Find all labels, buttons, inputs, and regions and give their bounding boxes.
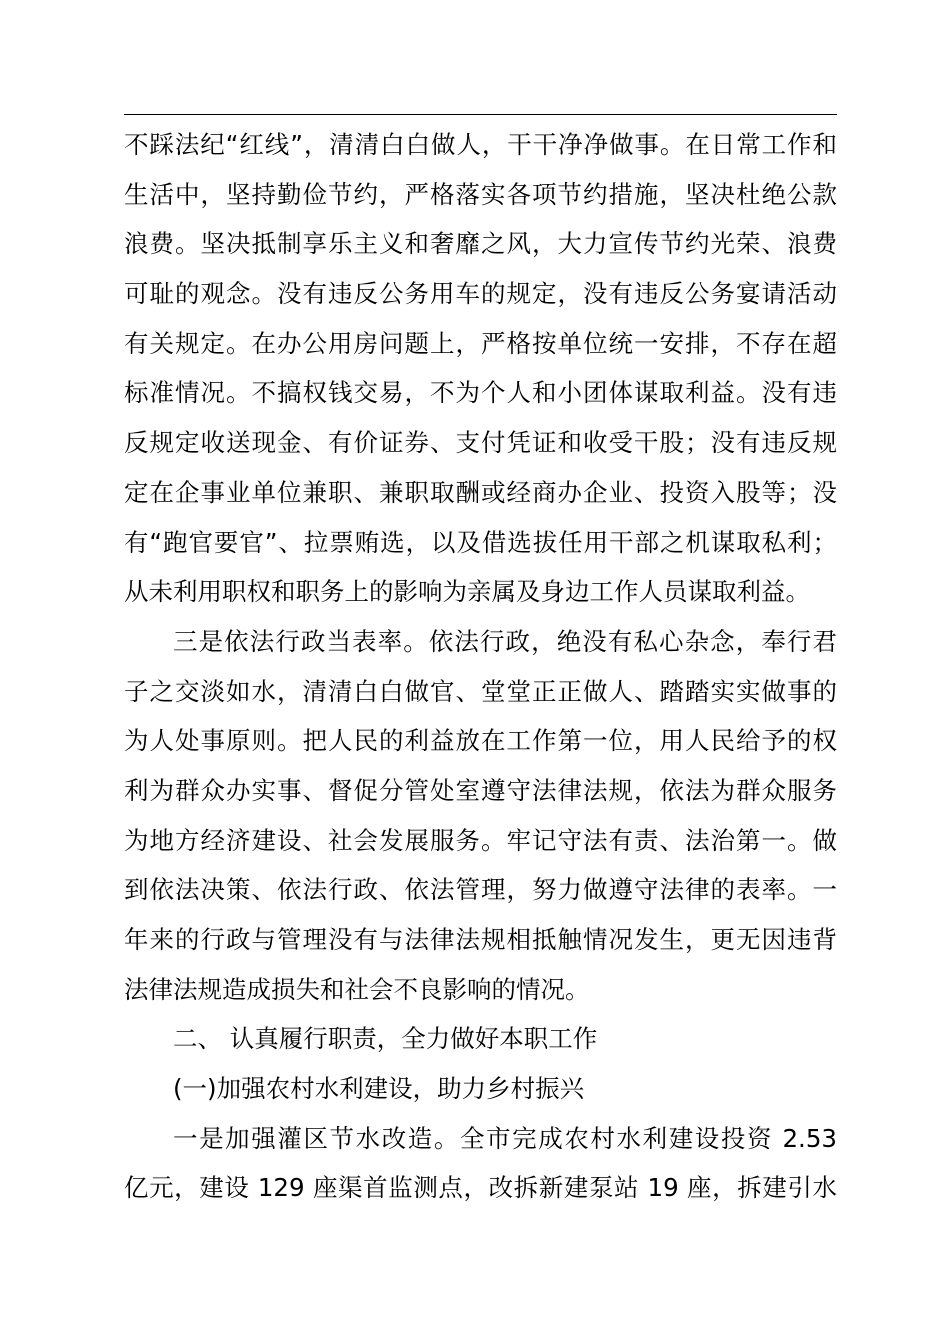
text-line-13: 为人处事原则。把人民的利益放在工作第一位，用人民给予的权 xyxy=(124,726,837,756)
text-line-4: 可耻的观念。没有违反公务用车的规定，没有违反公务宴请活动 xyxy=(124,279,837,309)
text-line-21: 一是加强灌区节水改造。全市完成农村水利建设投资 2.53 xyxy=(173,1123,837,1153)
text-line-3: 浪费。坚决抵制享乐主义和奢靡之风，大力宣传节约光荣、浪费 xyxy=(124,229,837,259)
section-heading-2: 二、 认真履行职责，全力做好本职工作 xyxy=(173,1024,598,1054)
text-line-6: 标准情况。不搞权钱交易，不为个人和小团体谋取利益。没有违 xyxy=(124,378,837,408)
text-line-5: 有关规定。在办公用房问题上，严格按单位统一安排，不存在超 xyxy=(124,328,837,358)
text-line-18: 法律法规造成损失和社会不良影响的情况。 xyxy=(124,974,590,1004)
text-line-16: 到依法决策、依法行政、依法管理，努力做遵守法律的表率。一 xyxy=(124,875,837,905)
text-line-15: 为地方经济建设、社会发展服务。牢记守法有责、法治第一。做 xyxy=(124,825,837,855)
body-text xyxy=(124,120,837,1213)
header-rule xyxy=(124,114,837,115)
text-line-7: 反规定收送现金、有价证券、支付凭证和收受干股；没有违反规 xyxy=(124,428,837,458)
text-line-1: 不踩法纪“红线”，清清白白做人，干干净净做事。在日常工作和 xyxy=(124,130,837,159)
text-line-17: 年来的行政与管理没有与法律法规相抵触情况发生，更无因违背 xyxy=(124,925,837,954)
text-line-14: 利为群众办实事、督促分管处室遵守法律法规，依法为群众服务 xyxy=(124,775,837,805)
text-line-12: 子之交淡如水，清清白白做官、堂堂正正做人、踏踏实实做事的 xyxy=(124,676,837,706)
text-line-2: 生活中，坚持勤俭节约，严格落实各项节约措施，坚决杜绝公款 xyxy=(124,179,837,209)
text-line-9: 有“跑官要官”、拉票贿选，以及借选拔任用干部之机谋取私利； xyxy=(124,527,837,557)
text-line-8: 定在企事业单位兼职、兼职取酬或经商办企业、投资入股等；没 xyxy=(124,477,837,507)
text-line-11: 三是依法行政当表率。依法行政，绝没有私心杂念，奉行君 xyxy=(173,626,837,656)
text-line-22: 亿元，建设 129 座渠首监测点，改拆新建泵站 19 座，拆建引水 xyxy=(124,1173,837,1203)
text-line-10: 从未利用职权和职务上的影响为亲属及身边工作人员谋取利益。 xyxy=(124,577,810,607)
subsection-heading-1: (一)加强农村水利建设，助力乡村振兴 xyxy=(173,1074,585,1104)
